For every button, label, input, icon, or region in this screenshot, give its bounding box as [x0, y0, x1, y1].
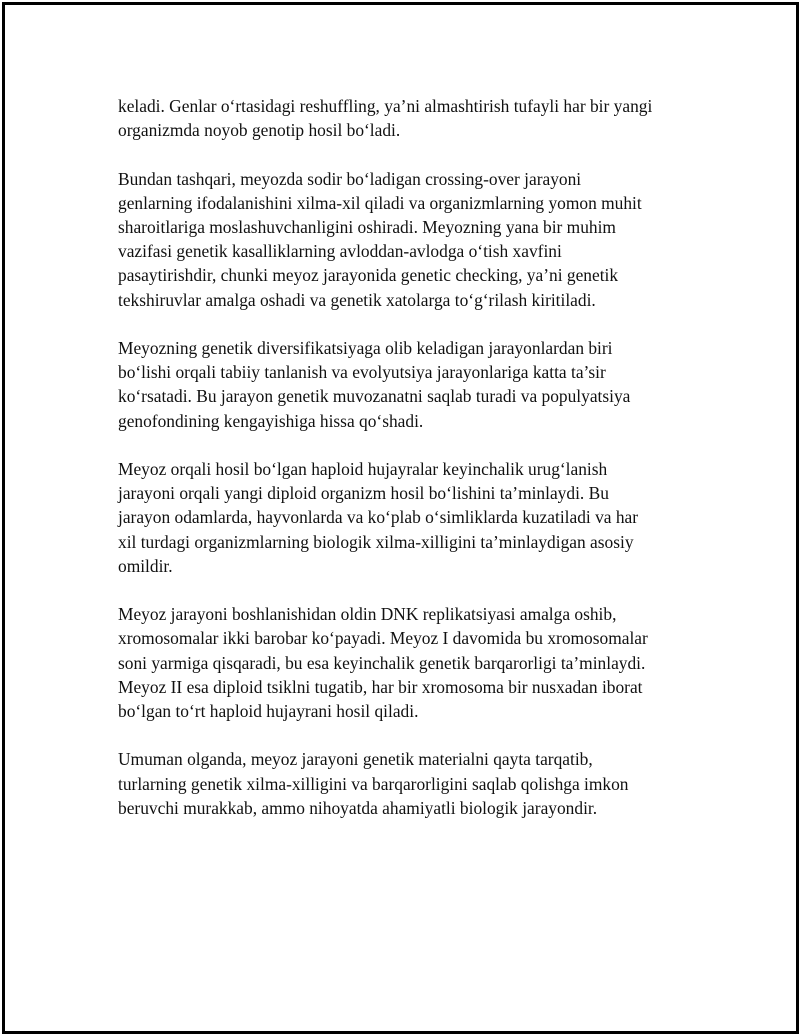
document-body: [118, 94, 698, 844]
paragraph-2: Bundan tashqari, meyozda sodir bo‘ladigan crossing-over jarayoni genlarning ifodalanishini xilma-xil qiladi va organizmlarning yomon muhit sharoitlariga moslashuvchanligini oshiradi. Meyozning yana bir muhim vazifasi genetik kasalliklarning avloddan-avlodga o‘tish xavfini pasaytirishdir, chunki meyoz jarayonida genetic checking, ya’ni genetik tekshiruvlar amalga oshadi va genetik xatolarga to‘g‘rilash kiritiladi.: [118, 168, 642, 310]
paragraph-1: keladi. Genlar o‘rtasidagi reshuffling, ya’ni almashtirish tufayli har bir yangi organizmda noyob genotip hosil bo‘ladi.: [118, 96, 653, 141]
paragraph-4: Meyoz orqali hosil bo‘lgan haploid hujayralar keyinchalik urug‘lanish jarayoni orqali yangi diploid organizm hosil bo‘lishini ta’minlaydi. Bu jarayon odamlarda, hayvonlarda va ko‘plab o‘simliklarda kuzatiladi va har xil turdagi organizmlarning biologik xilma-xilligini ta’minlaydigan asosiy omildir.: [118, 459, 639, 576]
paragraph-6: Umuman olganda, meyoz jarayoni genetik materialni qayta tarqatib, turlarning genetik xilma-xilligini va barqarorligini saqlab qolishga imkon beruvchi murakkab, ammo nihoyatda ahamiyatli biologik jarayondir.: [118, 749, 629, 818]
paragraph-5: Meyoz jarayoni boshlanishidan oldin DNK replikatsiyasi amalga oshib, xromosomalar ikki barobar ko‘payadi. Meyoz I davomida bu xromosomalar soni yarmiga qisqaradi, bu esa keyinchalik genetik barqarorligi ta’minlaydi. Meyoz II esa diploid tsiklni tugatib, har bir xromosoma bir nusxadan iborat bo‘lgan to‘rt haploid hujayrani hosil qiladi.: [118, 604, 648, 722]
paragraph-3: Meyozning genetik diversifikatsiyaga olib keladigan jarayonlardan biri bo‘lishi orqali tabiiy tanlanish va evolyutsiya jarayonlariga katta ta’sir ko‘rsatadi. Bu jarayon genetik muvozanatni saqlab turadi va populyatsiya genofondining kengayishiga hissa qo‘shadi.: [118, 338, 631, 431]
